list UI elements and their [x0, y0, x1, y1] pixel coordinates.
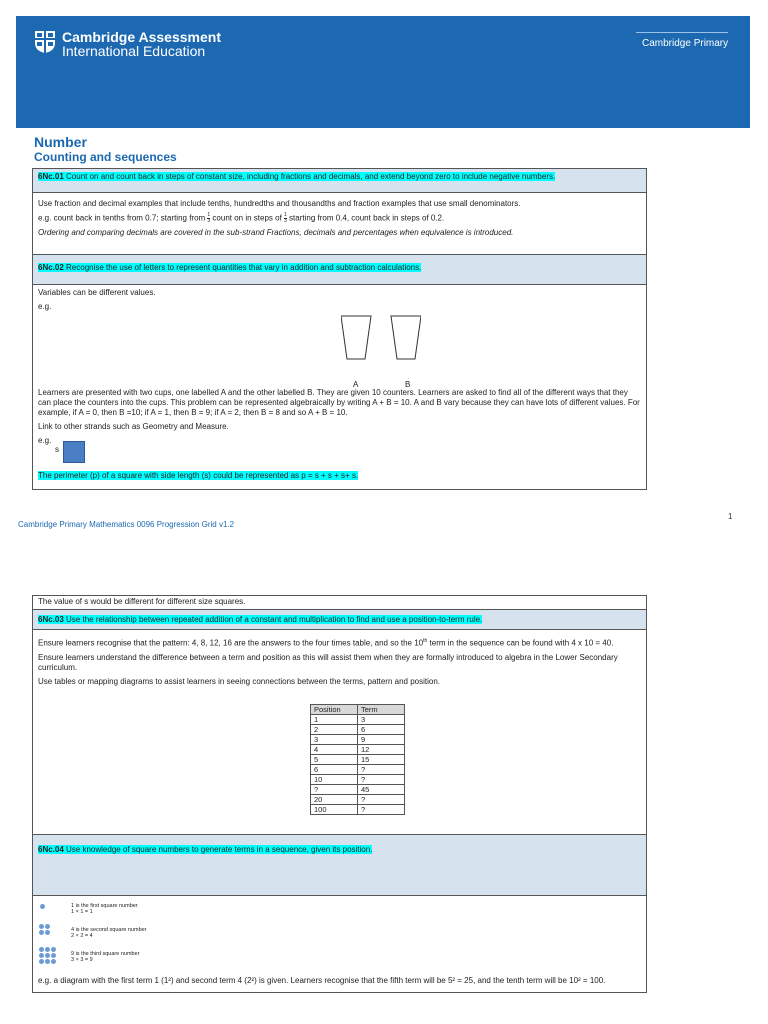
guidance-note: Ordering and comparing decimals are covered in the sub-strand Fractions, decimals and percentages when equivalence is introduced. — [38, 228, 514, 237]
guidance-example-label: e.g. — [38, 302, 52, 311]
cup-b-label: B — [405, 380, 411, 389]
table-cell: 6 — [311, 765, 358, 775]
table-cell: 4 — [311, 745, 358, 755]
table-row — [311, 805, 405, 815]
table-cell: 100 — [311, 805, 358, 815]
square-shape — [63, 441, 85, 463]
table-cell: 3 — [358, 715, 405, 725]
guidance-text: Use tables or mapping diagrams to assist learners in seeing connections between the terms, pattern and position. — [38, 676, 440, 686]
table-row — [311, 735, 405, 745]
table-cell: 6 — [358, 725, 405, 735]
table-header-cell: Term — [358, 705, 405, 715]
table-cell: ? — [311, 785, 358, 795]
guidance-text: Learners are presented with two cups, one labelled A and the other labelled B. They are given 10 counters. Learners are asked to find all of the different ways that they can place the counters into the cups. This problem can be represented algebraically by writing A + B = 10. A and B vary because they can have lots of different values. For example, if A = 0, then B =10; if A = 1, then B = 9; if A = 2, then B = 8 and so A + B = 10. — [38, 388, 640, 417]
logo-line1: Cambridge Assessment — [62, 29, 221, 45]
progression-table-page2 — [32, 595, 647, 993]
continued-row — [33, 596, 646, 610]
crest-icon — [34, 30, 56, 54]
guidance-text: e.g. a diagram with the first term 1 (1²) and second term 4 (2²) is given. Learners recognise that the fifth term will be 5² = 25, and the tenth term will be 10² = 100. — [38, 976, 606, 985]
table-row — [311, 755, 405, 765]
fraction: $\frac{1}{3}$ — [284, 212, 287, 224]
objective-code: 6Nc.04 — [38, 845, 64, 854]
guidance-row-6nc02 — [33, 285, 646, 489]
logo — [34, 30, 221, 58]
table-cell: 15 — [358, 755, 405, 765]
header-rule — [636, 32, 728, 33]
table-row — [311, 795, 405, 805]
objective-row-6nc04 — [33, 835, 646, 896]
table-cell: ? — [358, 795, 405, 805]
objective-text: Recognise the use of letters to represent quantities that vary in addition and subtraction calculations. — [63, 263, 422, 272]
objective-code: 6Nc.02 — [38, 263, 64, 272]
section-title: Number — [34, 134, 87, 150]
table-cell: 5 — [311, 755, 358, 765]
guidance-example: e.g. count back in tenths from 0.7; starting from $\frac{1}{3}$ count on in steps of $\frac{1}{3}$ starting from 0.4, count back in steps of 0.2. — [38, 212, 445, 224]
guidance-text: Ensure learners recognise that the pattern: 4, 8, 12, 16 are the answers to the four times table, and so the 10th term in the sequence can be found with 4 x 10 = 40. — [38, 638, 614, 648]
objective-row-6nc02 — [33, 255, 646, 285]
position-term-table — [310, 704, 405, 815]
table-row — [311, 775, 405, 785]
table-row — [311, 765, 405, 775]
cups-diagram — [341, 315, 421, 375]
table-row — [311, 745, 405, 755]
table-cell: 2 — [311, 725, 358, 735]
table-cell: 1 — [311, 715, 358, 725]
table-cell: 45 — [358, 785, 405, 795]
guidance-text: Use fraction and decimal examples that include tenths, hundredths and thousandths and fraction examples that use small denominators. — [38, 199, 521, 208]
objective-text: Use the relationship between repeated addition of a constant and multiplication to find and use a position-to-term rule. — [63, 615, 483, 624]
table-cell: ? — [358, 805, 405, 815]
square-label-3: 9 is the third square number 3 × 3 = 9 — [71, 951, 140, 963]
table-cell: 3 — [311, 735, 358, 745]
cup-a-label: A — [353, 380, 359, 389]
guidance-text: Ensure learners understand the difference between a term and position as this will assist them when they are formally introduced to algebra in the Lower Secondary curriculum. — [38, 652, 618, 672]
objective-row-6nc01 — [33, 169, 646, 193]
footer-text: Cambridge Primary Mathematics 0096 Progression Grid v1.2 — [18, 520, 235, 529]
objective-code: 6Nc.01 — [38, 172, 64, 181]
table-row — [311, 725, 405, 735]
perimeter-text: The perimeter (p) of a square with side length (s) could be represented as p = s + s + s+ s. — [38, 471, 359, 480]
guidance-row-6nc03 — [33, 630, 646, 835]
table-header-cell: Position — [311, 705, 358, 715]
guidance-text: The value of s would be different for different size squares. — [38, 597, 246, 606]
square-label-1: 1 is the first square number 1 × 1 = 1 — [71, 903, 138, 915]
square-label-2: 4 is the second square number 2 × 2 = 4 — [71, 927, 147, 939]
guidance-row-6nc04 — [33, 896, 646, 992]
guidance-example-label: e.g. — [38, 436, 52, 445]
page-number: 1 — [728, 512, 733, 521]
header-right-text: Cambridge Primary — [642, 38, 729, 49]
side-length-label: s — [55, 445, 59, 454]
table-cell: 12 — [358, 745, 405, 755]
table-row — [311, 785, 405, 795]
guidance-text: Variables can be different values. — [38, 288, 156, 297]
header-banner — [16, 16, 750, 128]
objective-row-6nc03 — [33, 610, 646, 630]
table-cell: ? — [358, 775, 405, 785]
objective-text: Count on and count back in steps of constant size, including fractions and decimals, and extend beyond zero to include negative numbers. — [63, 172, 556, 181]
table-cell: ? — [358, 765, 405, 775]
logo-line2: International Education — [62, 43, 206, 59]
progression-table-page1 — [32, 168, 647, 490]
objective-code: 6Nc.03 — [38, 615, 64, 624]
section-subtitle: Counting and sequences — [34, 150, 177, 164]
objective-text: Use knowledge of square numbers to generate terms in a sequence, given its position. — [63, 845, 373, 854]
table-header-row — [311, 705, 405, 715]
guidance-text: Link to other strands such as Geometry and Measure. — [38, 422, 229, 431]
fraction: $\frac{1}{3}$ — [207, 212, 211, 224]
table-cell: 20 — [311, 795, 358, 805]
table-cell: 10 — [311, 775, 358, 785]
table-row — [311, 715, 405, 725]
guidance-row-6nc01 — [33, 193, 646, 255]
table-cell: 9 — [358, 735, 405, 745]
